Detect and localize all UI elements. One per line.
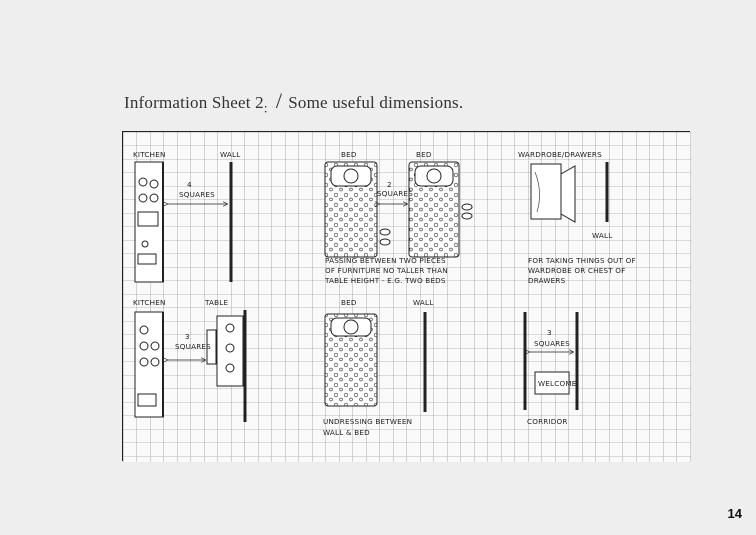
caption-line: DRAWERS bbox=[528, 276, 566, 285]
bed-right-drawing bbox=[409, 162, 459, 257]
wardrobe-label: WARDROBE/DRAWERS bbox=[518, 150, 602, 159]
bed-label-left: BED bbox=[341, 150, 357, 159]
dimension-number: 2 bbox=[387, 180, 392, 189]
table-label: TABLE bbox=[205, 298, 229, 307]
kitchen-unit-drawing bbox=[135, 162, 163, 282]
caption-line: PASSING BETWEEN TWO PIECES bbox=[325, 256, 446, 265]
dimension-unit: SQUARES bbox=[377, 189, 413, 198]
caption-line: WARDROBE OR CHEST OF bbox=[528, 266, 626, 275]
caption-line: WALL & BED bbox=[323, 428, 370, 437]
bed-left-drawing bbox=[325, 162, 377, 257]
heading-mark: : bbox=[263, 100, 268, 117]
caption-line: OF FURNITURE NO TALLER THAN bbox=[325, 266, 448, 275]
wardrobe-drawing bbox=[531, 164, 575, 222]
corridor-caption: CORRIDOR bbox=[527, 417, 568, 426]
heading-separator: / bbox=[275, 88, 283, 113]
caption-line: FOR TAKING THINGS OUT OF bbox=[528, 256, 636, 265]
bed-label: BED bbox=[341, 298, 357, 307]
bed-drawing bbox=[325, 314, 377, 406]
kitchen-label: KITCHEN bbox=[133, 298, 166, 307]
grid-illustration bbox=[123, 132, 691, 462]
wall-label: WALL bbox=[413, 298, 434, 307]
dimension-number: 4 bbox=[187, 180, 192, 189]
kitchen-label: KITCHEN bbox=[133, 150, 166, 159]
bed-label-right: BED bbox=[416, 150, 432, 159]
kitchen-unit-drawing bbox=[135, 312, 163, 417]
caption-line: UNDRESSING BETWEEN bbox=[323, 417, 413, 426]
wall-label: WALL bbox=[220, 150, 241, 159]
dimension-unit: SQUARES bbox=[534, 339, 570, 348]
dimension-number: 3 bbox=[185, 332, 190, 341]
dimensions-grid-panel bbox=[122, 131, 690, 461]
caption-line: TABLE HEIGHT - E.G. TWO BEDS bbox=[325, 276, 446, 285]
dimension-unit: SQUARES bbox=[179, 190, 215, 199]
dimension-unit: SQUARES bbox=[175, 342, 211, 351]
dimension-number: 3 bbox=[547, 328, 552, 337]
wall-label: WALL bbox=[592, 231, 613, 240]
mat-text: WELCOME bbox=[538, 379, 577, 388]
heading-sheet: Information Sheet 2 bbox=[124, 93, 264, 112]
heading-subtitle: Some useful dimensions. bbox=[288, 93, 464, 112]
page-heading bbox=[124, 88, 463, 117]
page-number: 14 bbox=[727, 506, 742, 521]
